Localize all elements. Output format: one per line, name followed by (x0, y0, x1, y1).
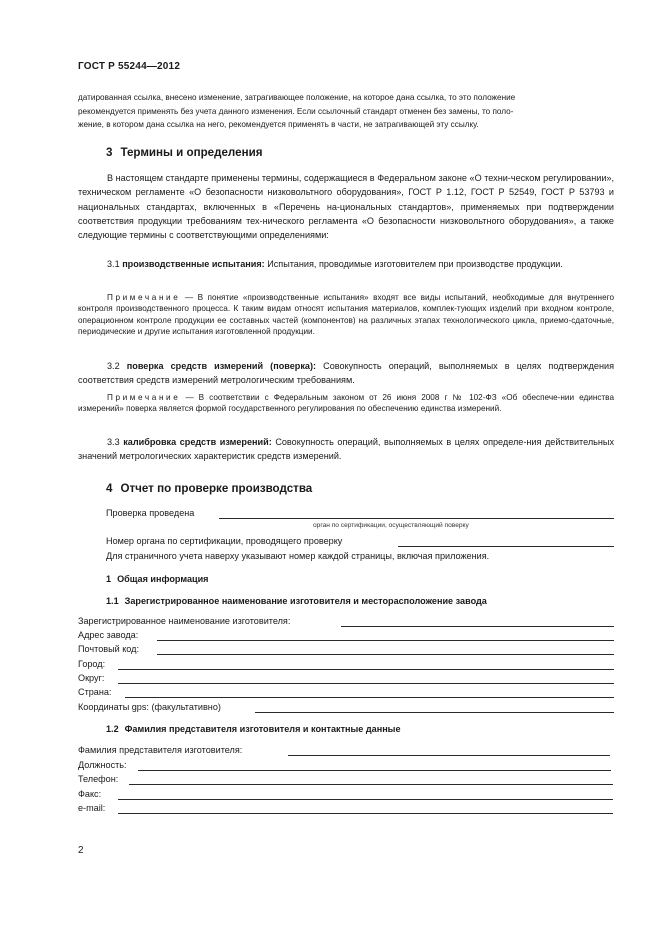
intro-line: рекомендуется применять без учета данного изменения. Если ссылочный стандарт отменен без замены, то поло- (78, 106, 514, 116)
section-number: 4 (106, 482, 113, 495)
field-label-fax: Факс: (78, 789, 102, 799)
intro-line: датированная ссылка, внесено изменение, затрагивающее положение, на которое дана ссылка, то это положение (78, 93, 516, 102)
field-email[interactable] (118, 813, 613, 814)
note-text: — В соответствии с Федеральным законом от 26 июня 2008 г № 102-ФЗ «Об обеспече-нии единства измерений» поверка является формой государственного регулирования по обеспечению единства измерений. (78, 393, 614, 414)
note-label: Примечание (107, 393, 181, 402)
section-title: Термины и определения (120, 146, 263, 159)
section-4-heading (106, 482, 312, 495)
field-city[interactable] (118, 669, 614, 670)
term-name: калибровка средств измерений: (123, 437, 272, 447)
check-by-field[interactable] (219, 518, 614, 519)
term-number: 3.3 (107, 437, 120, 447)
note-text: — В понятие «производственные испытания» входят все виды испытаний, необходимые для внутреннего контроля производственного процесса. К таким видам относят испытания материалов, комплек-тующих изделий при входном контроле, операционном контроле продукции ее составных частей (компонентов) на различных этапах технологического цикла, приемо-сдаточные, периодические и другие испытания изготовленной продукции. (78, 293, 614, 337)
term-number: 3.1 (107, 259, 120, 269)
term-3-1 (78, 257, 614, 271)
check-by-caption: орган по сертификации, осуществляющий поверку (313, 522, 469, 529)
subsection-number: 1.1 (106, 596, 119, 606)
note-2 (78, 392, 614, 415)
note-1 (78, 292, 614, 338)
field-label-manufacturer-name: Зарегистрированное наименование изготовителя: (78, 616, 291, 626)
field-district[interactable] (118, 683, 614, 684)
subsection-number: 1.2 (106, 724, 119, 734)
subsection-title: Общая информация (117, 574, 209, 584)
field-label-country: Страна: (78, 687, 112, 697)
page-number: 2 (78, 845, 84, 856)
note-label: Примечание (107, 293, 181, 302)
field-country[interactable] (125, 697, 614, 698)
section-title: Отчет по проверке производства (120, 482, 313, 495)
term-definition: Совокупность операций, выполняемых в целях подтверждения соответствия средств измерений метрологическим требованиям. (78, 361, 614, 386)
term-definition: Испытания, проводимые изготовителем при производстве продукции. (267, 259, 563, 269)
subsection-number: 1 (106, 574, 112, 584)
term-3-3 (78, 435, 614, 464)
term-3-2 (78, 359, 614, 388)
org-number-label: Номер органа по сертификации, проводящего проверку (106, 536, 343, 546)
field-label-phone: Телефон: (78, 774, 119, 784)
field-manufacturer-name[interactable] (341, 626, 614, 627)
intro-line: жение, в котором дана ссылка на него, рекомендуется применять в части, не затрагивающей эту ссылку. (78, 120, 479, 129)
field-position[interactable] (138, 770, 611, 771)
field-label-city: Город: (78, 659, 106, 669)
field-label-gps: Координаты gps: (факультативно) (78, 702, 221, 712)
field-postal-code[interactable] (157, 654, 614, 655)
term-number: 3.2 (107, 361, 120, 371)
document-code: ГОСТ Р 55244—2012 (78, 61, 181, 72)
term-name: производственные испытания: (122, 259, 265, 269)
section-3-heading (106, 146, 263, 159)
field-label-representative: Фамилия представителя изготовителя: (78, 745, 243, 755)
field-label-postal-code: Почтовый код: (78, 644, 139, 654)
subsection-title: Зарегистрированное наименование изготовителя и месторасположение завода (124, 596, 487, 606)
field-fax[interactable] (118, 799, 613, 800)
field-phone[interactable] (129, 784, 613, 785)
field-label-district: Округ: (78, 673, 105, 683)
subsection-title: Фамилия представителя изготовителя и контактные данные (124, 724, 401, 734)
term-name: поверка средств измерений (поверка): (126, 361, 317, 371)
org-number-field[interactable] (398, 546, 614, 547)
subsection-1-heading (106, 574, 209, 584)
field-gps[interactable] (255, 712, 614, 713)
field-plant-address[interactable] (157, 640, 614, 641)
term-definition: Совокупность операций, выполняемых в целях определе-ния действительных значений метрологических характеристик средств измерений. (78, 437, 615, 462)
section-number: 3 (106, 146, 113, 159)
section-3-paragraph: В настоящем стандарте применены термины, содержащиеся в Федеральном законе «О техни-ческом регулировании», техническом регламенте «О безопасности низковольтного оборудования», ГОСТ Р 1.12, ГОСТ Р 52549, ГОСТ Р 53793 и национальных стандартах, включенных в «Перечень на-циональных стандартов», применяемых при подтверждении соответствия продукции требованиям тех-нического регламента «О безопасности низковольтного оборудования», а также следующие термины с соответствующими определениями: (78, 173, 614, 241)
check-by-label: Проверка проведена (106, 508, 195, 518)
field-label-position: Должность: (78, 760, 127, 770)
field-label-email: e-mail: (78, 803, 106, 813)
intro-paragraph (78, 91, 614, 132)
subsection-1-2-heading (106, 724, 401, 734)
field-representative[interactable] (288, 755, 610, 756)
page-note: Для страничного учета наверху указывают номер каждой страницы, включая приложения. (106, 551, 490, 561)
field-label-plant-address: Адрес завода: (78, 630, 139, 640)
subsection-1-1-heading (106, 596, 487, 606)
